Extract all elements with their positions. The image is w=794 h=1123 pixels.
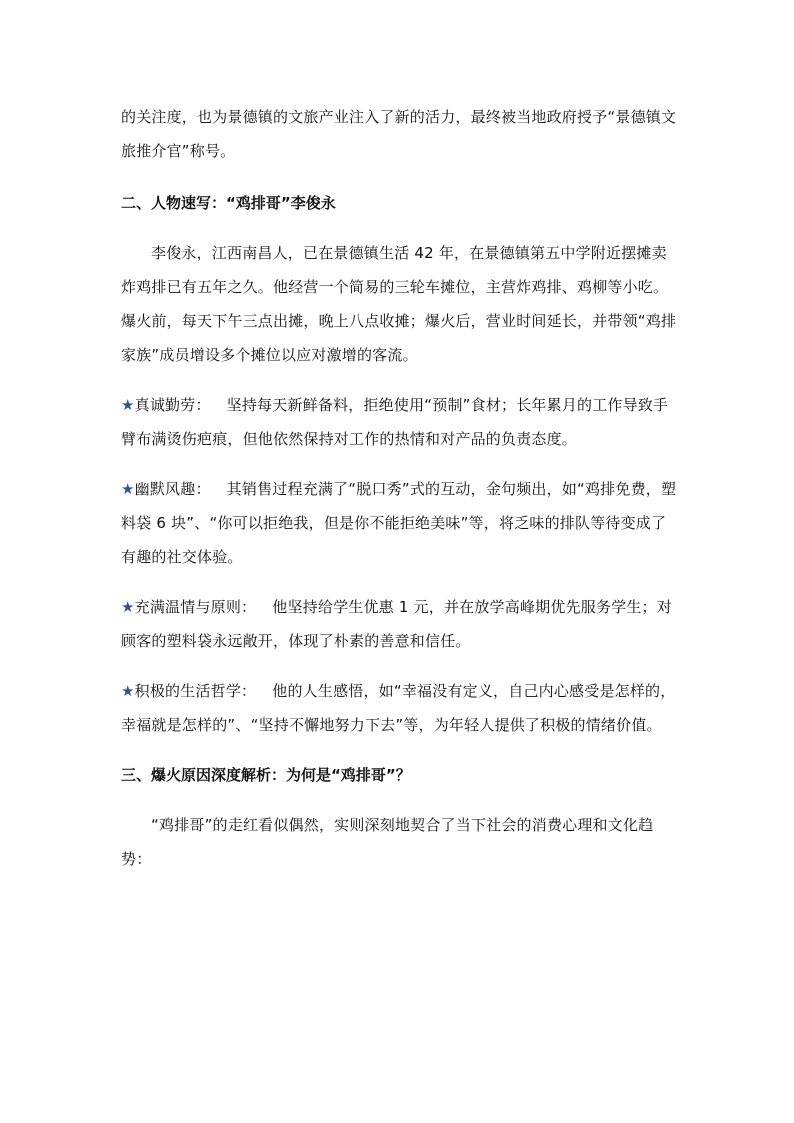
star-icon: ★	[121, 682, 135, 700]
trait-text-2: 其销售过程充满了“脱口秀”式的互动，金句频出，如“鸡排免费，塑料袋 6 块”、“你可以拒绝我，但是你不能拒绝美味”等，将乏味的排队等待变成了有趣的社交体验。	[121, 480, 677, 566]
trait-label-2: 幽默风趣：	[134, 480, 211, 498]
star-icon: ★	[121, 480, 135, 498]
trait-paragraph-1	[121, 388, 681, 456]
star-icon: ★	[121, 396, 135, 414]
star-icon: ★	[121, 598, 135, 616]
section3-heading: 三、爆火原因深度解析：为何是“鸡排哥”？	[121, 766, 411, 784]
trait-text-1: 坚持每天新鲜备料，拒绝使用“预制”食材；长年累月的工作导致手臂布满烫伤疤痕，但他依然保持对工作的热情和对产品的负责态度。	[121, 396, 669, 448]
section3-intro-paragraph: “鸡排哥”的走红看似偶然，实则深刻地契合了当下社会的消费心理和文化趋势：	[121, 816, 654, 868]
section2-intro-paragraph: 李俊永，江西南昌人，已在景德镇生活 42 年，在景德镇第五中学附近摆摊卖炸鸡排已有五年之久。他经营一个简易的三轮车摊位，主营炸鸡排、鸡柳等小吃。爆火前，每天下午三点出摊，晚上八点收摊；爆火后，营业时间延长，并带领“鸡排家族”成员增设多个摊位以应对激增的客流。	[121, 244, 677, 364]
document-content	[121, 100, 681, 876]
trait-label-3: 充满温情与原则：	[134, 598, 257, 616]
section2-heading: 二、人物速写：“鸡排哥”李俊永	[121, 194, 336, 212]
trait-text-3: 他坚持给学生优惠 1 元，并在放学高峰期优先服务学生；对顾客的塑料袋永远敞开，体现了朴素的善意和信任。	[121, 598, 672, 650]
intro-tail-paragraph: 的关注度，也为景德镇的文旅产业注入了新的活力，最终被当地政府授予“景德镇文旅推介官”称号。	[121, 108, 677, 160]
trait-paragraph-2	[121, 472, 681, 574]
trait-label-1: 真诚勤劳：	[134, 396, 211, 414]
trait-paragraph-3	[121, 590, 681, 658]
trait-paragraph-4	[121, 674, 681, 742]
trait-label-4: 积极的生活哲学：	[134, 682, 257, 700]
trait-text-4: 他的人生感悟，如“幸福没有定义，自己内心感受是怎样的，幸福就是怎样的”、“坚持不懈地努力下去”等，为年轻人提供了积极的情绪价值。	[121, 682, 676, 734]
